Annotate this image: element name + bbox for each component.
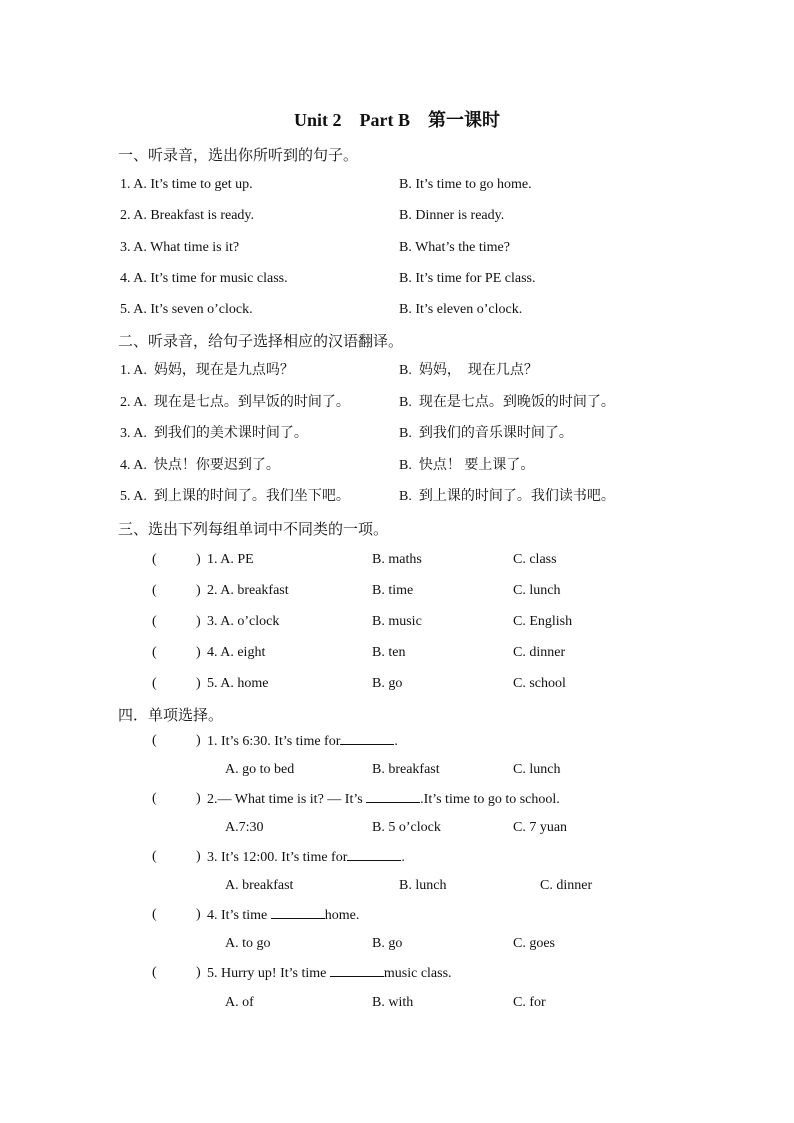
question-text bbox=[207, 730, 398, 753]
answer-paren-close: ) bbox=[196, 645, 201, 660]
question-text-end: music class. bbox=[383, 966, 452, 981]
s3-option-b: B. ten bbox=[372, 645, 406, 660]
s2-option-b: B. 快点！ 要上课了。 bbox=[399, 458, 535, 473]
s1-option-a: 5. A. It’s seven o’clock. bbox=[120, 302, 253, 317]
question-text bbox=[207, 846, 405, 869]
answer-paren-close: ) bbox=[196, 965, 201, 980]
s3-item-4 bbox=[0, 642, 794, 664]
s4-question-2 bbox=[0, 788, 794, 810]
answer-paren-close: ) bbox=[196, 552, 201, 567]
section-2-heading: 二、听录音，给句子选择相应的汉语翻译。 bbox=[118, 334, 404, 350]
s2-item-2 bbox=[0, 392, 794, 414]
s1-option-b: B. It’s eleven o’clock. bbox=[399, 302, 523, 317]
s3-option-b: B. music bbox=[372, 614, 422, 629]
s2-option-a: 3. A. 到我们的美术课时间了。 bbox=[120, 426, 308, 441]
answer-paren-open: ( bbox=[152, 583, 157, 598]
s1-item-1 bbox=[0, 174, 794, 196]
s4-option-a: A. to go bbox=[225, 936, 271, 951]
s4-option-c: C. dinner bbox=[540, 878, 593, 893]
s4-option-c: C. 7 yuan bbox=[513, 820, 568, 835]
question-text-end: . bbox=[394, 734, 398, 749]
s3-option-c: C. class bbox=[513, 552, 557, 567]
s3-item-1 bbox=[0, 549, 794, 571]
s2-option-b: B. 到上课的时间了。我们读书吧。 bbox=[399, 489, 615, 504]
s3-item-2 bbox=[0, 580, 794, 602]
s4-option-b: B. go bbox=[372, 936, 403, 951]
s2-item-1 bbox=[0, 360, 794, 382]
answer-blank[interactable] bbox=[347, 846, 401, 861]
s4-options-4 bbox=[0, 933, 794, 955]
s3-item-3 bbox=[0, 611, 794, 633]
s2-item-3 bbox=[0, 423, 794, 445]
answer-paren-close: ) bbox=[196, 907, 201, 922]
s3-item-5 bbox=[0, 673, 794, 695]
s3-option-a: 5. A. home bbox=[207, 676, 269, 691]
question-text-start: 4. It’s time bbox=[207, 908, 271, 923]
answer-blank[interactable] bbox=[366, 788, 420, 803]
s1-option-a: 4. A. It’s time for music class. bbox=[120, 271, 288, 286]
answer-blank[interactable] bbox=[271, 904, 325, 919]
s4-option-b: B. with bbox=[372, 995, 414, 1010]
s3-option-b: B. maths bbox=[372, 552, 422, 567]
answer-paren-open: ( bbox=[152, 791, 157, 806]
answer-paren-close: ) bbox=[196, 676, 201, 691]
s3-option-a: 1. A. PE bbox=[207, 552, 254, 567]
s4-option-b: B. breakfast bbox=[372, 762, 440, 777]
s3-option-c: C. dinner bbox=[513, 645, 566, 660]
s3-option-c: C. English bbox=[513, 614, 573, 629]
s1-option-a: 1. A. It’s time to get up. bbox=[120, 177, 253, 192]
question-text-end: home. bbox=[324, 908, 360, 923]
question-text-end: .It’s time to go to school. bbox=[420, 792, 560, 807]
s4-question-4 bbox=[0, 904, 794, 926]
section-1-heading: 一、听录音，选出你所听到的句子。 bbox=[118, 148, 359, 164]
answer-blank[interactable] bbox=[340, 730, 394, 745]
s3-option-a: 2. A. breakfast bbox=[207, 583, 289, 598]
s3-option-a: 4. A. eight bbox=[207, 645, 266, 660]
s4-option-a: A. of bbox=[225, 995, 254, 1010]
s2-option-b: B. 现在是七点。到晚饭的时间了。 bbox=[399, 395, 615, 410]
s2-option-a: 5. A. 到上课的时间了。我们坐下吧。 bbox=[120, 489, 350, 504]
s4-option-c: C. lunch bbox=[513, 762, 561, 777]
s2-option-b: B. 妈妈， 现在几点？ bbox=[399, 363, 538, 378]
question-text bbox=[207, 962, 452, 985]
s1-option-b: B. What’s the time? bbox=[399, 240, 510, 255]
s4-options-3 bbox=[0, 875, 794, 897]
s4-option-c: C. goes bbox=[513, 936, 555, 951]
answer-paren-open: ( bbox=[152, 614, 157, 629]
answer-paren-open: ( bbox=[152, 849, 157, 864]
s4-question-5 bbox=[0, 962, 794, 984]
s4-question-3 bbox=[0, 846, 794, 868]
s4-option-c: C. for bbox=[513, 995, 546, 1010]
question-text-start: 1. It’s 6:30. It’s time for bbox=[207, 734, 341, 749]
s3-option-c: C. lunch bbox=[513, 583, 561, 598]
answer-paren-open: ( bbox=[152, 733, 157, 748]
s4-option-a: A.7:30 bbox=[225, 820, 264, 835]
answer-paren-close: ) bbox=[196, 849, 201, 864]
answer-paren-open: ( bbox=[152, 552, 157, 567]
answer-paren-open: ( bbox=[152, 965, 157, 980]
s3-option-b: B. time bbox=[372, 583, 414, 598]
page-title: Unit 2 Part B 第一课时 bbox=[294, 110, 500, 130]
question-text-start: 5. Hurry up! It’s time bbox=[207, 966, 330, 981]
answer-blank[interactable] bbox=[330, 962, 384, 977]
s3-option-a: 3. A. o’clock bbox=[207, 614, 280, 629]
s1-option-a: 2. A. Breakfast is ready. bbox=[120, 208, 254, 223]
answer-paren-open: ( bbox=[152, 676, 157, 691]
s1-item-4 bbox=[0, 268, 794, 290]
answer-paren-open: ( bbox=[152, 645, 157, 660]
answer-paren-close: ) bbox=[196, 614, 201, 629]
s1-option-b: B. Dinner is ready. bbox=[399, 208, 505, 223]
s4-option-b: B. lunch bbox=[399, 878, 447, 893]
s1-item-2 bbox=[0, 205, 794, 227]
answer-paren-open: ( bbox=[152, 907, 157, 922]
s4-option-a: A. breakfast bbox=[225, 878, 294, 893]
s1-option-b: B. It’s time to go home. bbox=[399, 177, 532, 192]
s1-option-a: 3. A. What time is it? bbox=[120, 240, 240, 255]
s1-item-5 bbox=[0, 299, 794, 321]
answer-paren-close: ) bbox=[196, 791, 201, 806]
s2-option-b: B. 到我们的音乐课时间了。 bbox=[399, 426, 573, 441]
s1-option-b: B. It’s time for PE class. bbox=[399, 271, 536, 286]
s3-option-b: B. go bbox=[372, 676, 403, 691]
s2-option-a: 4. A. 快点！你要迟到了。 bbox=[120, 458, 280, 473]
question-text-start: 3. It’s 12:00. It’s time for bbox=[207, 850, 348, 865]
s4-option-a: A. go to bed bbox=[225, 762, 295, 777]
s4-question-1 bbox=[0, 730, 794, 752]
s2-option-a: 2. A. 现在是七点。到早饭的时间了。 bbox=[120, 395, 350, 410]
question-text-end: . bbox=[401, 850, 405, 865]
question-text-start: 2.— What time is it? — It’s bbox=[207, 792, 367, 807]
s1-item-3 bbox=[0, 237, 794, 259]
s4-options-5 bbox=[0, 992, 794, 1014]
question-text bbox=[207, 788, 560, 811]
s2-item-5 bbox=[0, 486, 794, 508]
s4-options-2 bbox=[0, 817, 794, 839]
s2-option-a: 1. A. 妈妈，现在是九点吗？ bbox=[120, 363, 294, 378]
answer-paren-close: ) bbox=[196, 583, 201, 598]
section-3-heading: 三、选出下列每组单词中不同类的一项。 bbox=[118, 522, 389, 538]
s4-option-b: B. 5 o’clock bbox=[372, 820, 441, 835]
answer-paren-close: ) bbox=[196, 733, 201, 748]
section-4-heading: 四．单项选择。 bbox=[118, 708, 224, 724]
s2-item-4 bbox=[0, 455, 794, 477]
s3-option-c: C. school bbox=[513, 676, 566, 691]
question-text bbox=[207, 904, 359, 927]
s4-options-1 bbox=[0, 759, 794, 781]
